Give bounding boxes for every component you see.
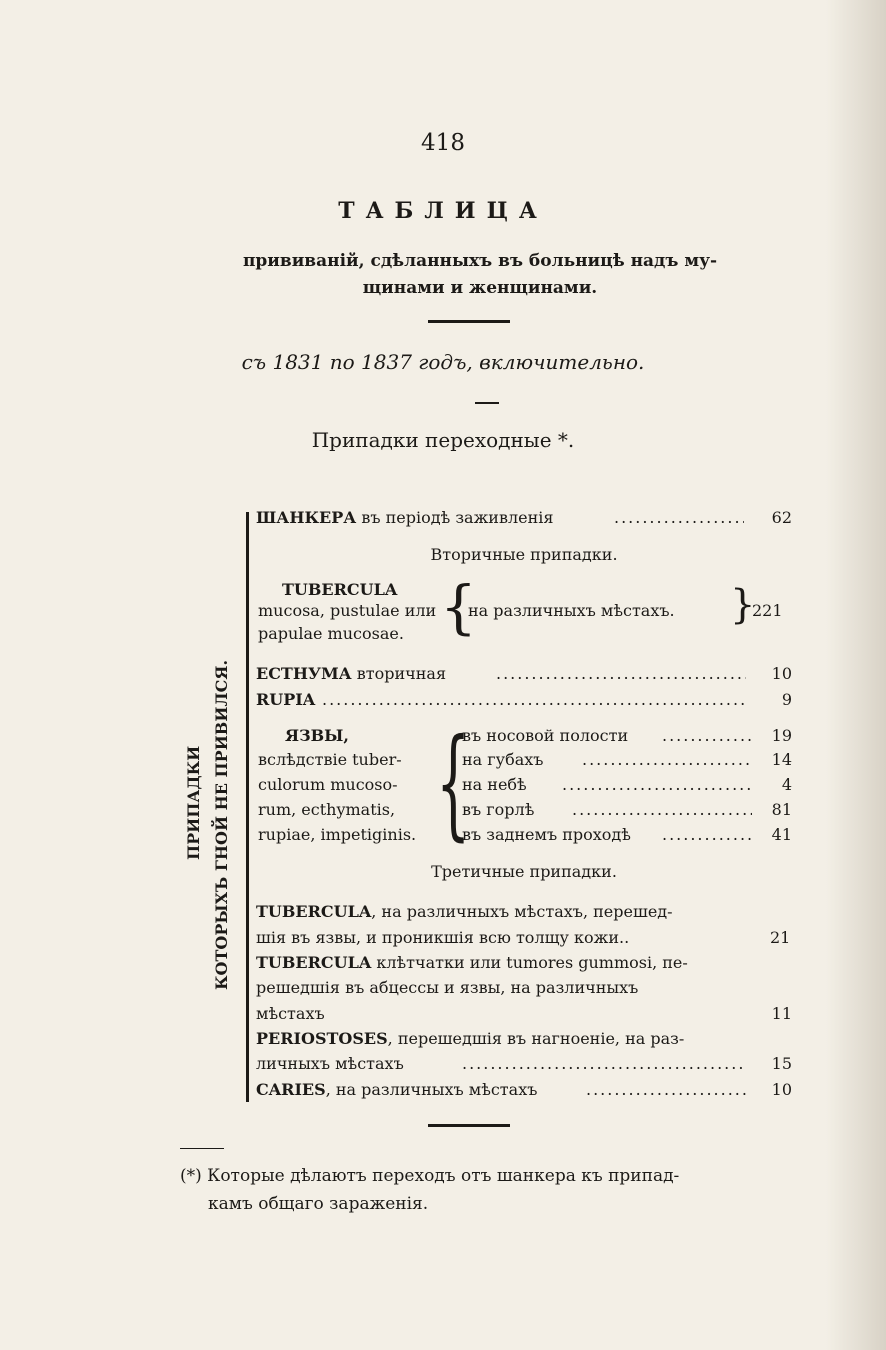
row-value: 10 [771,664,792,683]
section-title: Припадки переходные *. [311,428,575,452]
row-value: 10 [771,1080,792,1099]
ulcer-place: въ носовой полости [462,726,629,745]
entry-text: , на различныхъ мѣстахъ [325,1080,538,1099]
ulcer-row [462,825,792,849]
entry-text: клѣтчатки или tumores gummosi, пе- [371,953,688,972]
tertiary-entry-1-value: 21 [770,928,791,947]
entry-text: личныхъ мѣстахъ [256,1054,404,1073]
ulcer-place: на губахъ [462,750,544,769]
side-label-line-1: ПРИПАДКИ [184,745,203,860]
period-line: съ 1831 по 1837 годъ, включительно. [241,350,645,374]
tubercula-line-3: papulae mucosae. [258,624,404,643]
ulcers-line-5: rupiae, impetiginis. [258,825,417,844]
ulcers-line-4: rum, ecthymatis, [258,800,396,819]
ulcers-term: ЯЗВЫ, [285,726,349,745]
row-value: 15 [771,1054,792,1073]
ulcer-row [462,800,792,824]
ulcer-place: въ заднемъ проходѣ [462,825,631,844]
tubercula-value: 221 [752,601,783,620]
table-row [256,690,792,714]
page-number: 418 [421,130,465,156]
entry-term: TUBERCULA [256,902,372,921]
ulcer-value: 4 [781,775,792,794]
entry-term: TUBERCULA [256,953,372,972]
brace-icon: } [730,582,756,628]
row-value: 11 [771,1004,792,1023]
leader-dots [662,825,752,844]
leader-dots [586,1080,746,1099]
entry-term: CARIES [256,1080,326,1099]
tubercula-place: на различныхъ мѣстахъ. [468,601,675,620]
entry-text: , на различныхъ мѣстахъ, перешед- [371,902,673,921]
tertiary-entry-4 [256,1080,792,1104]
leader-dots [572,800,752,819]
table-row [256,508,792,532]
ulcer-place: на небѣ [462,775,527,794]
row-text: вторичная [351,664,447,683]
tertiary-entry-2-line-3 [256,1004,792,1028]
brace-icon: { [440,573,477,641]
leader-dots [462,1054,746,1073]
ulcer-place: въ горлѣ [462,800,535,819]
short-rule [475,402,499,404]
subsection-secondary: Вторичные припадки. [430,545,618,564]
ulcer-value: 19 [771,726,792,745]
leader-dots [614,508,744,527]
row-term: ЕСТНУМА [256,664,352,683]
row-value: 62 [771,508,792,527]
row-text: въ періодѣ заживленія [356,508,554,527]
ulcers-line-2: вслѣдствіе tuber- [258,750,402,769]
leader-dots [496,664,746,683]
ulcer-value: 14 [771,750,792,769]
leader-dots [582,750,752,769]
subtitle-line-2: щинами и женщинами. [362,278,598,298]
title-rule [428,320,510,323]
ulcer-row [462,750,792,774]
ulcer-value: 41 [771,825,792,844]
ulcer-row [462,726,792,750]
entry-text: мѣстахъ [256,1004,325,1023]
row-term: RUPIA [256,690,316,709]
tertiary-entry-1-line-1 [256,902,673,921]
footnote [180,1162,800,1218]
side-label-line-2: КОТОРЫХЪ ГНОЙ НЕ ПРИВИЛСЯ. [212,659,231,990]
footnote-line-2: камъ общаго зараженія. [208,1194,429,1214]
tubercula-term: TUBERCULA [282,580,398,599]
ulcer-value: 81 [771,800,792,819]
tertiary-entry-1-line-2: шія въ язвы, и проникшія всю толщу кожи.. [256,928,630,947]
leader-dots [322,690,746,709]
subsection-tertiary: Третичные припадки. [431,862,617,881]
tertiary-entry-2-line-2: решедшія въ абцессы и язвы, на различныхъ [256,978,639,997]
tertiary-entry-3-line-2 [256,1054,792,1078]
footnote-line-1: (*) Которые дѣлаютъ переходъ отъ шанкера къ припад- [180,1166,680,1186]
leader-dots [562,775,752,794]
table-row [256,664,792,688]
row-value: 9 [781,690,792,709]
entry-term: PERIOSTOSES [256,1029,388,1048]
tertiary-entry-2-line-1 [256,953,688,972]
footnote-rule [180,1148,224,1149]
ulcer-row [462,775,792,799]
subtitle [170,248,790,302]
row-term: ШАНКЕРА [256,508,357,527]
entry-text: , перешедшія въ нагноеніе, на раз- [387,1029,685,1048]
subtitle-line-1: прививаній, сдѣланныхъ въ больницѣ надъ му- [242,251,718,271]
brace-icon: { [436,714,471,853]
tertiary-entry-3-line-1 [256,1029,684,1048]
leader-dots [662,726,752,745]
tubercula-line-2: mucosa, pustulae или [258,601,437,620]
table-bottom-rule [428,1124,510,1127]
page-title: ТАБЛИЦА [338,198,548,224]
ulcers-line-3: culorum mucoso- [258,775,398,794]
left-brace-bar [246,512,249,1102]
